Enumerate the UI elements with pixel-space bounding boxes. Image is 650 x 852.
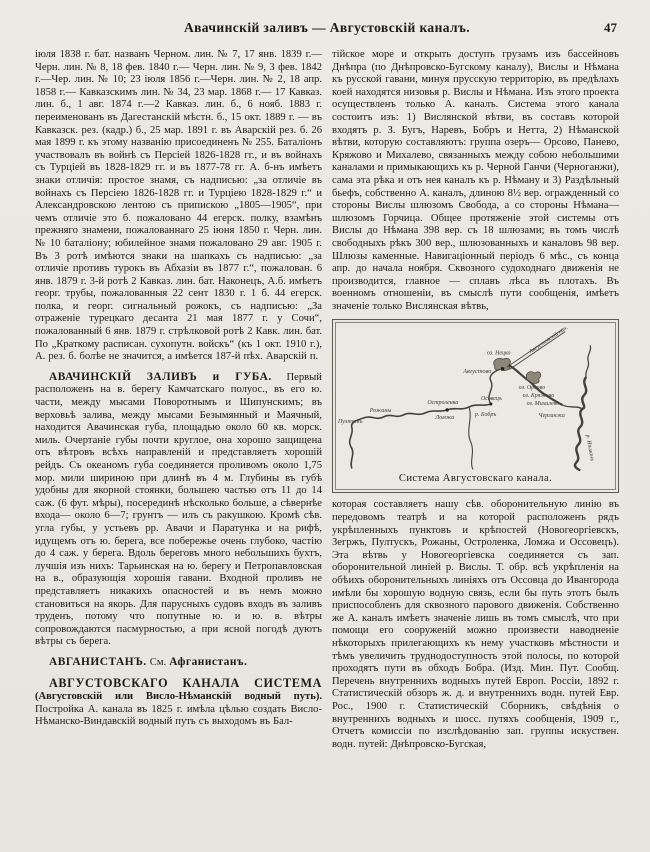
running-head bbox=[35, 20, 619, 36]
page-number: 47 bbox=[604, 20, 617, 35]
map-label-neman: р. Нѣманъ bbox=[584, 434, 595, 463]
canal-system-map bbox=[336, 323, 615, 471]
river-neman-upper-path bbox=[586, 346, 591, 378]
town-marker-avgustovo bbox=[501, 368, 504, 371]
map-figure-frame bbox=[335, 322, 616, 490]
right-after-figure-paragraph: которая составляетъ нашу сѣв. оборонительную линію въ передовомъ театрѣ и на которой расположенъ рядъ укрѣпленныхъ пунктовъ и крѣпостей (Новогеоргіевскъ, Зегржъ, Пултускъ, Рожаны, Остроленка, Ломжа и Оссовецъ). Эта вѣтвь у Новогеоргіевска соединяется съ зап. оборонительной линіей р. Вислы. Т. обр. всѣ укрѣпленія на обѣихъ оборонительныхъ линіяхъ отъ Оссовца до Ивангорода имѣли бы хорошую водную связь, если бы путь этотъ былъ приспособленъ для сквозного парового движенія. Собственно же А. каналъ имѣетъ значеніе лишь въ томъ смыслѣ, что при помощи его сооруженій можно произвести наводненіе нѣкоторыхъ прилегающихъ къ нему участковъ мѣстности и тѣмъ увеличить труднодоступность этой полосы, по которой проходятъ пути въ обходъ Бобра. (Изд. Мин. Пут. Сообщ. Перечень внутреннихъ водныхъ путей Европ. Россіи, 1892 г. Статистическій обзоръ ж. д. и внутреннихъ водн. путей Евр. Рос., 1900 г. Статистическій Сборникъ, свѣдѣнія о внутреннихъ водныхъ и шосс. путяхъ сообщенія, 1909 г., Отчетъ комиссіи по изслѣдованію зап. группы искуствен. водн. путей: Днѣпровско-Бугская, bbox=[332, 499, 619, 750]
figure-caption: Система Августовскаго канала. bbox=[398, 473, 553, 485]
right-column bbox=[332, 49, 619, 751]
map-label-ostrolenka: Остроленка bbox=[427, 400, 459, 407]
map-label-pultusk: Пултускъ bbox=[337, 419, 363, 426]
map-figure bbox=[332, 319, 619, 493]
left-column bbox=[35, 49, 322, 751]
river-tributary-south-path bbox=[469, 407, 473, 470]
map-label-lomzha: Ломжа bbox=[435, 415, 455, 422]
map-label-lake-orsovo: оз. Орсово bbox=[518, 385, 546, 392]
text-columns bbox=[35, 49, 619, 751]
entry-text-avgustovsky: Постройка А. канала въ 1825 г. имѣла цѣлью создать Висло-Нѣманско-Виндавскій водный путь съ выходомъ въ Бал- bbox=[35, 703, 322, 728]
entry-text-avachinsky: Первый расположенъ на в. берегу Камчатскаго полуос., въ его ю. части, между мысами Поворотнымъ и Шипунскимъ; въ верховьѣ залива, между мысами Безымянный и Маячный, находится Авачинская губа, площадью около 60 кв. морск. миль. Очертаніе губы почти круглое, она хорошо защищена отъ вѣтровъ всѣхъ направленій и представляетъ хорошій рейдъ. Съ океаномъ губа соединяется проливомъ около 1,75 мор. мили шириною при длинѣ въ 4 м. Глубины въ губѣ удобны для якорной стоянки, большею частью отъ 11 до 14 саж. (6 фут. мѣры), посерединѣ нѣсколько больше, а сѣвернѣе входа— около 6—7; грунтъ — илъ съ ракушкою. Кромѣ сѣв. угла губы, у устьевъ рр. Авачи и Паратунка и на рифѣ, идущемъ отъ ю. берега, все побережье очень глубоко, частію до 4 саж. у берега. Вдоль береговъ много небольшихъ бухтъ, лучшія изъ нихъ: Тарьинская на ю. берегу и Петропавловская на в., образующія хорошія гавани. Входной проливъ не представляетъ никакихъ опасностей и въ немъ можно становиться на якорь. Для парусныхъ судовъ входъ въ заливъ труденъ, потому что попутные ю. и ю. в. вѣтры сопровождаются пасмурностью, а при ясной погодѣ дуютъ вѣтры съ берега. bbox=[35, 371, 322, 648]
river-narew-path bbox=[350, 410, 448, 469]
map-label-avgustovo: Августово bbox=[463, 368, 492, 376]
entry-avachinsky-zaliv bbox=[35, 371, 322, 649]
map-label-river-bobr: р. Бобръ bbox=[475, 412, 497, 419]
entry-avgustovsky-kanal bbox=[35, 677, 322, 729]
river-neman-path bbox=[575, 378, 586, 471]
entry-heading-avganistan: АВГАНИСТАНЪ. bbox=[49, 655, 147, 668]
map-label-lake-kryazhovo: оз. Кряжово bbox=[522, 393, 555, 400]
entry-avganistan bbox=[35, 656, 322, 670]
entry-heading-avachinsky: АВАЧИНСКІЙ ЗАЛИВЪ и ГУБА. bbox=[49, 370, 272, 383]
map-label-cherganzha: Черганжа bbox=[538, 413, 565, 420]
river-cherganzha-path bbox=[562, 405, 582, 409]
map-label-lake-necko: оз. Нецко bbox=[486, 350, 511, 357]
entry-crossref-afganistan: Афганистанъ. bbox=[169, 655, 248, 668]
right-continuation-paragraph: тійское море и открыть доступъ грузамъ изъ бассейновъ Днѣпра (по Днѣпровско-Бугскому каналу), Вислы и Нѣмана къ русской гавани, минуя прусскую территорію, въ предѣлахъ коей находятся низовья р. Вислы и Нѣмана. Изъ этого проекта осуществленъ только А. каналъ. Система этого канала состоитъ изъ: 1) Вислянской вѣтви, въ составъ которой входятъ р. З. Бугъ, Наревъ, Бобръ и Нетта, 2) Нѣманской вѣтви, которую составляютъ: группа озеръ— Орсово, Панево, Кряжово и Михалево, связанныхъ между собою небольшими каналами и примыкающихъ къ р. Черной Ганчи (Черноганжи), сама эта рѣка и отъ нея каналъ къ р. Нѣману и 3) Раздѣльный бьефъ, собственно А. каналъ, длиною 8½ вер. огражденный со стороны Вислы шлюзомъ Свобода, а со стороны Нѣмана—шлюзомъ Горчица. Общее протяженіе этой системы отъ Вислы до Нѣмана 398 вер. съ 18 шлюзами; въ томъ числѣ свободныхъ рѣкъ 300 вер., шлюзованныхъ и каналовъ 98 вер. Шлюзы каменные. Навигаціонный періодъ 6 мѣс., съ конца апр. до начала ноября. Сквозного судоходнаго движенія не производится, главное — сплавъ лѣса въ плотахъ. Въ военномъ отношеніи, въ смыслѣ пути сообщенія, имѣетъ значеніе только Вислянская вѣтвь, bbox=[332, 49, 619, 312]
town-marker-osovets bbox=[489, 403, 492, 406]
map-label-lake-mikhalevo: оз. Михалево bbox=[526, 401, 560, 408]
map-label-osovets: Осовецъ bbox=[480, 396, 502, 403]
page-title: Авачинскій заливъ — Августовскій каналъ. bbox=[183, 20, 471, 35]
map-label-canal: Августовскій кан. bbox=[528, 325, 570, 356]
entry-see-label: См. bbox=[149, 656, 170, 668]
entry-subheading-avgustovsky: (Августовскій или Висло-Нѣманскій водный путь). bbox=[35, 691, 322, 703]
town-marker-lomzha bbox=[446, 409, 449, 412]
entry-heading-avgustovsky: АВГУСТОВСКАГО КАНАЛА СИСТЕМА bbox=[49, 675, 322, 690]
left-continuation-paragraph: іюля 1838 г. бат. названъ Черном. лин. № 7, 17 янв. 1839 г.—Черн. лин. № 8, 18 фев. 1840 г.— Черн. лин. № 9, 3 фев. 1842 г.—Чер. лин. № 10; 23 іюля 1856 г.—Черн. лин. № 2, 18 апр. 1858 г.— Кавказскимъ лин. № 34, 23 мар. 1868 г.— 17 Кавказ. лин. б., 1 авг. 1874 г.—2 Кавказ. лин. б., 6 нояб. 1883 г. переименованъ въ Дагестанскій мѣстн. б., 15 окт. 1889 г. — въ Кавказск. рез. (кадр.) б., 25 мар. 1891 г. въ Аварскій рез. б. 26 мая 1899 г. къ этому названію присоединенъ № 255. Баталіонъ участвовалъ въ войнѣ съ Персіей 1826-1828 гг., и въ войнахъ съ Турціей въ 1828-1829 гг. и въ 1877-78 гг. А. б-нъ имѣетъ знаки отличія: простое знамя, съ надписью: „за отличіе въ войнахъ съ Персіею 1826-1828 гг. и Турціею 1828-1829 г.“ и Александровскою лентою съ припискою „1805—1905“, при чемъ отличіе это б. пожаловано 44 егерск. полку, взамѣнъ прежняго знамени, пожалованнаго 25 іюня 1850 г. Черн. лин. № 10 баталіону; юбилейное знамя пожаловано 29 авг. 1905 г. Въ 3 ротѣ имѣются знаки на шапкахъ съ надписью: „за отличіе противъ турокъ въ Абхазіи въ 1877 г.“, пожалован. 6 янв. 1879 г. 3-й ротѣ 2 Кавказ. лин. бат. Наконецъ, А.б. имѣетъ георг. трубы, пожалованныя 22 сент 1830 г. 1 б. 44 егерск. полка, и георг. сигнальный рожокъ, съ надписью: „За отраженіе турецкаго десанта 21 мая 1877 г. у Сочи“, пожалованный 6 янв. 1879 г. стрѣлковой ротѣ 2 Кавк. лин. бат. По „Краткому расписан. сухопутн. войскъ“ (къ 1 окт. 1910 г.), А. рез. б. болѣе не значится, а имѣется 187-й пѣх. Аварскій п. bbox=[35, 49, 322, 363]
map-label-rozhany: Рожаны bbox=[369, 408, 392, 415]
